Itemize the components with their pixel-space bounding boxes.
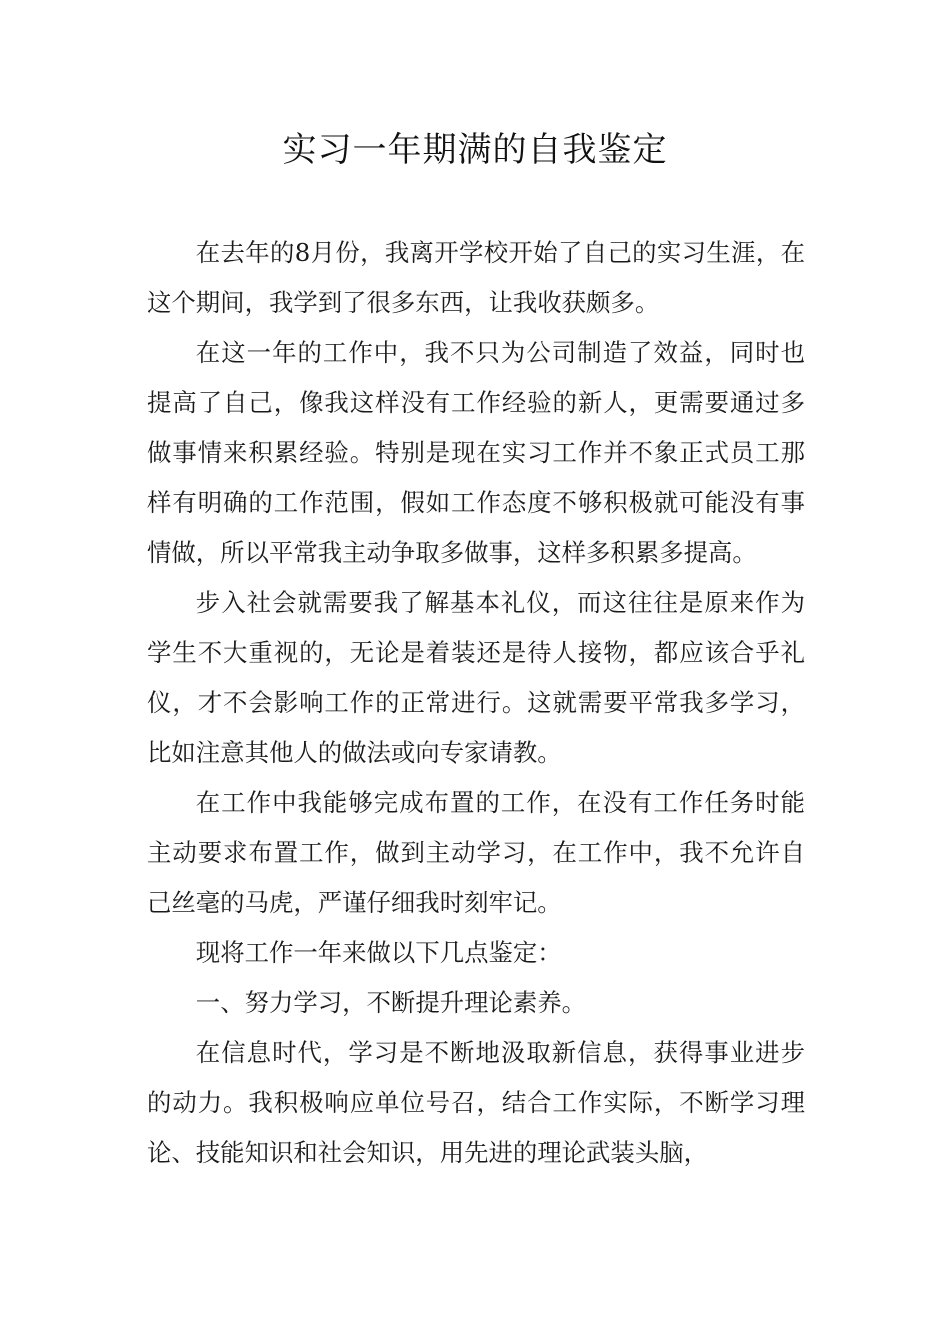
paragraph: 在信息时代，学习是不断地汲取新信息，获得事业进步的动力。我积极响应单位号召，结合工作实际，不断学习理论、技能知识和社会知识，用先进的理论武装头脑， [147,1038,805,1167]
document-title: 实习一年期满的自我鉴定 [282,130,668,170]
paragraph: 一、努力学习，不断提升理论素养。 [195,988,587,1017]
paragraph: 步入社会就需要我了解基本礼仪，而这往往是原来作为学生不大重视的，无论是着装还是待人接物，都应该合乎礼仪，才不会影响工作的正常进行。这就需要平常我多学习，比如注意其他人的做法或向专家请教。 [147,588,805,767]
paragraph: 在工作中我能够完成布置的工作，在没有工作任务时能主动要求布置工作，做到主动学习，在工作中，我不允许自己丝毫的马虎，严谨仔细我时刻牢记。 [147,788,805,917]
paragraph: 现将工作一年来做以下几点鉴定： [195,938,562,967]
paragraph: 在这一年的工作中，我不只为公司制造了效益，同时也提高了自己，像我这样没有工作经验的新人，更需要通过多做事情来积累经验。特别是现在实习工作并不象正式员工那样有明确的工作范围，假如工作态度不够积极就可能没有事情做，所以平常我主动争取多做事，这样多积累多提高。 [147,338,805,567]
paragraph: 在去年的8月份，我离开学校开始了自己的实习生涯，在这个期间，我学到了很多东西，让我收获颇多。 [147,238,805,317]
document-body [147,228,805,1178]
